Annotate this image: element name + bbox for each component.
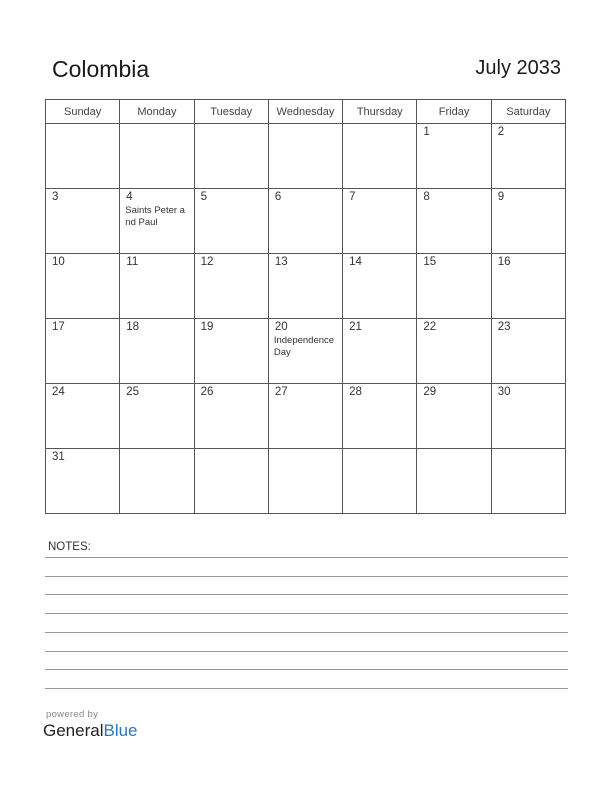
day-number: [269, 449, 342, 451]
calendar-day-cell: [194, 384, 268, 449]
day-number: 21: [349, 321, 362, 333]
calendar-day-cell: [46, 319, 120, 384]
calendar-day-cell: [120, 449, 194, 514]
calendar-day-cell: [268, 254, 342, 319]
day-number: [492, 449, 565, 451]
calendar-day-cell: [194, 124, 268, 189]
holiday-label: Saints Peter and Paul: [125, 205, 185, 228]
calendar-grid: [45, 99, 566, 514]
calendar-day-cell: [343, 384, 417, 449]
weekday-header: Saturday: [491, 100, 565, 124]
day-number: [195, 449, 268, 451]
calendar-day-cell: [120, 124, 194, 189]
day-number: [343, 449, 416, 451]
notes-line: [45, 594, 568, 595]
day-number: 7: [349, 191, 356, 203]
day-number: 22: [423, 321, 437, 333]
notes-line: [45, 669, 568, 670]
calendar-day-cell: [343, 189, 417, 254]
holiday-label: Independence Day: [273, 335, 335, 358]
day-number: 27: [274, 386, 288, 398]
calendar-day-cell: [343, 319, 417, 384]
calendar-day-cell: [194, 189, 268, 254]
day-number: [269, 124, 342, 126]
calendar-day-cell: [46, 124, 120, 189]
calendar-day-cell: [46, 189, 120, 254]
calendar-day-cell: [491, 384, 565, 449]
day-number: 13: [274, 256, 288, 268]
day-number: 17: [52, 321, 65, 333]
weekday-header: Sunday: [46, 100, 120, 124]
day-number: [343, 124, 416, 126]
calendar-week-row: [46, 189, 566, 254]
notes-line: [45, 613, 568, 614]
calendar-day-cell: [268, 384, 342, 449]
calendar-day-cell: [417, 384, 491, 449]
day-number: 29: [423, 386, 437, 398]
day-number: 30: [497, 386, 511, 398]
day-number: 23: [497, 321, 511, 333]
weekday-header: Friday: [417, 100, 491, 124]
day-number: 12: [200, 256, 214, 268]
day-number: 18: [126, 321, 140, 333]
weekday-header: Monday: [120, 100, 194, 124]
weekday-header: Wednesday: [268, 100, 342, 124]
day-number: 31: [52, 451, 65, 463]
calendar-day-cell: [491, 189, 565, 254]
day-number: 4: [126, 191, 133, 203]
calendar-day-cell: [46, 254, 120, 319]
day-number: 8: [423, 191, 430, 203]
day-number: 14: [349, 256, 362, 268]
calendar-day-cell: [491, 254, 565, 319]
calendar-week-row: [46, 449, 566, 514]
day-number: 19: [200, 321, 214, 333]
notes-label: NOTES:: [48, 541, 91, 553]
calendar-day-cell: [120, 384, 194, 449]
calendar-week-row: [46, 124, 566, 189]
calendar-day-cell: [120, 189, 194, 254]
calendar-day-cell: [268, 449, 342, 514]
calendar-day-cell: [417, 189, 491, 254]
calendar-day-cell: [491, 124, 565, 189]
calendar-day-cell: [268, 189, 342, 254]
generalblue-logo: [43, 721, 138, 741]
day-number: [417, 449, 490, 451]
calendar-day-cell: [194, 254, 268, 319]
calendar-day-cell: [343, 124, 417, 189]
calendar-week-row: [46, 254, 566, 319]
calendar-month-title: July 2033: [475, 57, 561, 79]
notes-line: [45, 557, 568, 558]
calendar-day-cell: [268, 124, 342, 189]
day-number: 5: [200, 191, 207, 203]
calendar-day-cell: [46, 449, 120, 514]
day-number: 15: [423, 256, 437, 268]
day-number: [195, 124, 268, 126]
day-number: 2: [497, 126, 505, 138]
calendar-day-cell: [417, 254, 491, 319]
day-number: 1: [423, 126, 430, 138]
calendar-day-cell: [417, 449, 491, 514]
calendar-day-cell: [120, 254, 194, 319]
day-number: 26: [200, 386, 214, 398]
day-number: [120, 124, 193, 126]
day-number: 16: [497, 256, 511, 268]
calendar-day-cell: [268, 319, 342, 384]
day-number: 3: [52, 191, 59, 203]
calendar-day-cell: [343, 254, 417, 319]
day-number: 28: [349, 386, 362, 398]
notes-line: [45, 688, 568, 689]
calendar-day-cell: [343, 449, 417, 514]
calendar-day-cell: [194, 319, 268, 384]
calendar-day-cell: [46, 384, 120, 449]
weekday-header-row: [46, 100, 566, 124]
day-number: [120, 449, 193, 451]
day-number: 11: [126, 256, 139, 268]
powered-by-text: powered by: [46, 709, 99, 720]
day-number: 25: [126, 386, 140, 398]
notes-line: [45, 576, 568, 577]
calendar-day-cell: [194, 449, 268, 514]
brand-blue-text: Blue: [103, 721, 138, 740]
weekday-header: Thursday: [343, 100, 417, 124]
notes-line: [45, 632, 568, 633]
calendar-day-cell: [491, 449, 565, 514]
calendar-country-title: Colombia: [52, 56, 150, 82]
day-number: 6: [274, 191, 282, 203]
calendar-day-cell: [491, 319, 565, 384]
day-number: 9: [497, 191, 505, 203]
day-number: [46, 124, 119, 126]
calendar-week-row: [46, 384, 566, 449]
day-number: 20: [274, 321, 288, 333]
day-number: 24: [52, 386, 65, 398]
calendar-day-cell: [417, 319, 491, 384]
calendar-week-row: [46, 319, 566, 384]
calendar-day-cell: [120, 319, 194, 384]
notes-line: [45, 651, 568, 652]
brand-general-text: General: [43, 721, 104, 740]
day-number: 10: [52, 256, 65, 268]
calendar-day-cell: [417, 124, 491, 189]
weekday-header: Tuesday: [194, 100, 268, 124]
